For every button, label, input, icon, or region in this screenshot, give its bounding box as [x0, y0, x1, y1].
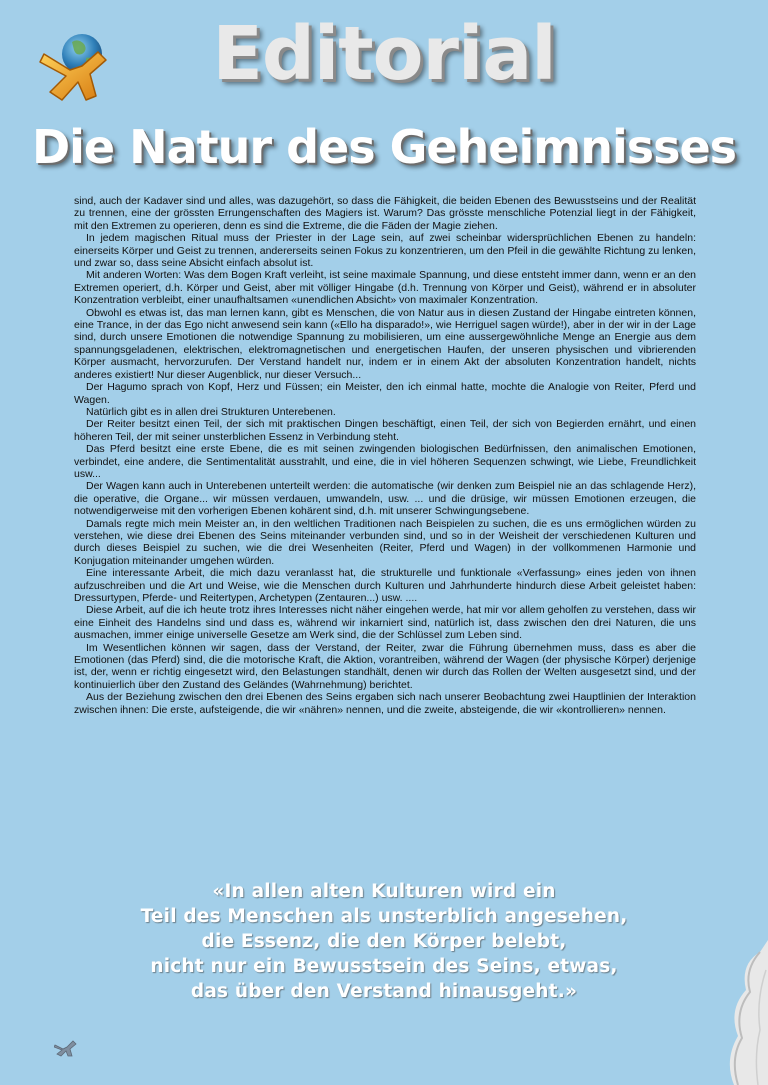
paragraph: Obwohl es etwas ist, das man lernen kann, gibt es Menschen, die von Natur aus in diesen Zustand der Hingabe eintreten können, eine Trance, in der das Ego nicht anwesend sein kann («Ello ha disparado!», wie Herriguel sagen würde!), aber in der wir in der Lage sind, durch unsere Emotionen die notwendige Spannung zu mobilisieren, um eine aussergewöhnliche Menge an Energie aus dem spannungsgeladenen, elektrischen, elektromagnetischen und energetischen Haufen, der unseren physischen und vibrierenden Körper ausmacht, hervorzurufen. Der Verstand handelt nur, indem er in einem Akt der absoluten Konzentration handelt, nichts anderes existiert! Nur dieser Augenblick, nur dieser Versuch...	[74, 306, 696, 381]
pull-quote	[94, 879, 674, 1004]
article-headline: Die Natur des Geheimnisses	[31, 120, 737, 174]
paragraph: Natürlich gibt es in allen drei Strukturen Unterebenen.	[86, 405, 336, 418]
quote-line: die Essenz, die den Körper belebt,	[201, 931, 567, 952]
fabric-corner-decoration	[720, 940, 768, 1085]
paragraph: Aus der Beziehung zwischen den drei Ebenen des Seins ergaben sich nach unserer Beobachtung zwei Hauptlinien der Interaktion zwischen ihnen: Die erste, aufsteigende, die wir «nähren» nennen, und die zweite, absteigende, die wir «kontrollieren» nennen.	[74, 691, 696, 716]
paragraph: In jedem magischen Ritual muss der Priester in der Lage sein, auf zwei scheinbar widersprüchlichen Ebenen zu handeln: einerseits Körper und Geist zu trennen, andererseits seinen Fokus zu konzentrieren, um den Pfeil in die gewählte Richtung zu lenken, und zwar so, dass seine Absicht einfach absolut ist.	[74, 232, 696, 270]
quote-line: das über den Verstand hinausgeht.»	[190, 981, 578, 1002]
paragraph: Diese Arbeit, auf die ich heute trotz ihres Interesses nicht näher eingehen werde, hat mir vor allem geholfen zu verstehen, dass wir eine Einheit des Handelns sind und dass es, während wir inkarniert sind, natürlich ist, dass zwischen den drei Naturen, die uns ausmachen, immer einige universelle Gesetze am Werk sind, die der Schlüssel zum Leben sind.	[74, 604, 696, 642]
paragraph: Eine interessante Arbeit, die mich dazu veranlasst hat, die strukturelle und funktionale «Verfassung» eines jeden von ihnen aufzuschreiben und die Art und Weise, wie die Menschen durch Kulturen und Jahrhunderte hindurch diese Arbeit geleistet haben: Dressurtypen, Pferde- und Reitertypen, Archetypen (Zentauren...) usw. ....	[74, 567, 696, 604]
paragraph: Der Hagumo sprach von Kopf, Herz und Füssen; ein Meister, den ich einmal hatte, mochte die Analogie von Reiter, Pferd und Wagen.	[74, 381, 696, 406]
paragraph: sind, auch der Kadaver sind und alles, was dazugehört, so dass die Fähigkeit, die beiden Ebenen des Bewusstseins und der Realität zu trennen, eine der grössten Errungenschaften des Magiers ist. Warum? Das grösste menschliche Potenzial liegt in der Fähigkeit, mit den Extremen zu operieren, denn es sind die Extreme, die die Fäden der Magie ziehen.	[74, 195, 696, 232]
paragraph: Der Wagen kann auch in Unterebenen unterteilt werden: die automatische (wir denken zum Beispiel nie an das schlagende Herz), die operative, die Organe... wir müssen verdauen, umwandeln, usw. ... und die drüsige, wir müssen Emotionen erzeugen, die notwendigerweise mit den vorherigen Ebenen kohärent sind, d.h. mit unserer Schwingungsebene.	[74, 480, 696, 518]
article-body	[74, 195, 696, 716]
paragraph: Das Pferd besitzt eine erste Ebene, die es mit seinen zwingenden biologischen Bedürfnissen, den animalischen Emotionen, verbindet, eine andere, die Sentimentalität ausstrahlt, und eine, die in viel höheren Sequenzen schwingt, wie Liebe, Freundlichkeit usw...	[74, 443, 696, 480]
paragraph: Im Wesentlichen können wir sagen, dass der Verstand, der Reiter, zwar die Führung übernehmen muss, dass es aber die Emotionen (das Pferd) sind, die die motorische Kraft, die Aktion, vorantreiben, während der Wagen (der physische Körper) derjenige ist, der, wenn er richtig eingesetzt wird, den Belastungen standhält, denen wir durch das Rollen der Welten ausgesetzt sind, und der kontinuierlich über den Zustand des Geländes (Wahrnehmung) berichtet.	[74, 641, 696, 691]
paragraph: Der Reiter besitzt einen Teil, der sich mit praktischen Dingen beschäftigt, einen Teil, der sich von Begierden ernährt, und einen höheren Teil, der mit seiner unsterblichen Essenz in Verbindung steht.	[74, 418, 696, 443]
paragraph: Damals regte mich mein Meister an, in den weltlichen Traditionen nach Beispielen zu suchen, die es uns ermöglichen würden zu verstehen, wie diese drei Ebenen des Seins miteinander verbunden sind, und so in der Weisheit der verschiedenen Kulturen und durch dieses Beispiel zu suchen, wie die drei Wesenheiten (Reiter, Pferd und Wagen) in der vollkommenen Harmonie und Konjugation miteinander umgehen würden.	[74, 517, 696, 567]
paragraph: Mit anderen Worten: Was dem Bogen Kraft verleiht, ist seine maximale Spannung, und diese entsteht immer dann, wenn er an den Extremen operiert, d.h. Körper und Geist, aber mit völliger Hingabe (d.h. Trennung von Körper und Geist), während er in absoluter Konzentration verbleibt, einer unaufhaltsamen «unendlichen Absicht» von maximaler Konzentration.	[74, 269, 696, 307]
quote-line: Teil des Menschen als unsterblich angesehen,	[140, 906, 628, 927]
section-title: Editorial	[212, 11, 556, 97]
figure-mark-icon	[54, 1037, 78, 1057]
quote-line: «In allen alten Kulturen wird ein	[212, 881, 556, 902]
quote-line: nicht nur ein Bewusstsein des Seins, etwas,	[150, 956, 618, 977]
